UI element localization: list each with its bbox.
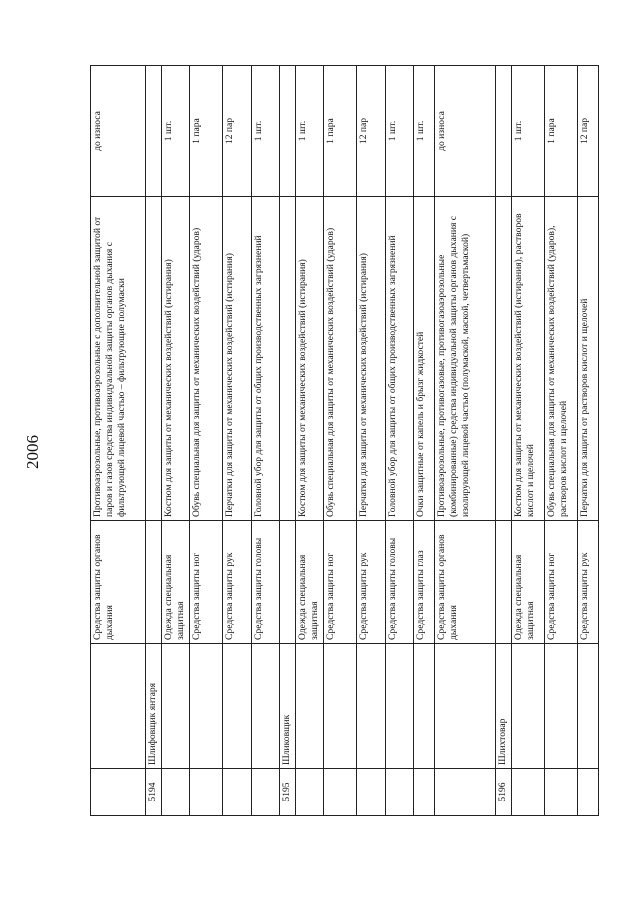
table-row <box>296 66 324 816</box>
ppe-cell: Перчатки для защиты от механических воздействий (истирания) <box>357 197 386 521</box>
table-row <box>545 66 578 816</box>
table-row <box>512 66 545 816</box>
norm-cell: 1 шт. <box>162 66 190 197</box>
rotated-table-wrapper <box>90 66 590 816</box>
ppe-cell: Головной убор для защиты от общих производственных загрязнений <box>386 197 414 521</box>
category-cell: Одежда специальная защитная <box>162 521 190 644</box>
category-cell: Одежда специальная защитная <box>296 521 324 644</box>
profession-code: 5196 <box>496 769 512 816</box>
ppe-cell: Обувь специальная для защиты от механических воздействий (ударов) <box>190 197 223 521</box>
category-cell: Средства защиты органов дыхания <box>91 521 146 644</box>
category-cell: Средства защиты головы <box>252 521 280 644</box>
profession-code: 5195 <box>280 769 296 816</box>
norm-cell: 1 пара <box>545 66 578 197</box>
ppe-cell: Костюм для защиты от механических воздействий (истирания) <box>162 197 190 521</box>
ppe-cell: Обувь специальная для защиты от механических воздействий (ударов), растворов кислот и щелочей <box>545 197 578 521</box>
table-row <box>324 66 357 816</box>
category-cell: Средства защиты глаз <box>414 521 435 644</box>
ppe-norms-table <box>90 65 599 816</box>
norm-cell: 1 пара <box>324 66 357 197</box>
category-cell: Средства защиты ног <box>324 521 357 644</box>
ppe-cell: Костюм для защиты от механических воздействий (истирания) <box>296 197 324 521</box>
norm-cell: 1 шт. <box>414 66 435 197</box>
table-row <box>357 66 386 816</box>
norm-cell: 1 шт. <box>386 66 414 197</box>
ppe-cell: Перчатки для защиты от растворов кислот и щелочей <box>578 197 599 521</box>
norm-cell: 1 пара <box>190 66 223 197</box>
category-cell: Средства защиты рук <box>223 521 252 644</box>
page-number: 2006 <box>23 435 42 469</box>
ppe-cell: Противоаэрозольные, противоаэрозольные с дополнительной защитой от паров и газов средства индивидуальной защиты органов дыхания с фильтрующей лицевой частью – фильтрующие полумаски <box>91 197 146 521</box>
table-row <box>414 66 435 816</box>
category-cell: Средства защиты головы <box>386 521 414 644</box>
table-row <box>91 66 146 816</box>
ppe-cell: Костюм для защиты от механических воздействий (истирания), растворов кислот и щелочей <box>512 197 545 521</box>
norm-cell: 12 пар <box>223 66 252 197</box>
table-row <box>223 66 252 816</box>
norm-cell: 12 пар <box>357 66 386 197</box>
ppe-cell: Обувь специальная для защиты от механических воздействий (ударов) <box>324 197 357 521</box>
norm-cell: до износа <box>91 66 146 197</box>
profession-title: Шлифовщик янтаря <box>146 644 162 769</box>
table-row <box>190 66 223 816</box>
table-row <box>162 66 190 816</box>
category-cell: Средства защиты рук <box>357 521 386 644</box>
norm-cell: до износа <box>435 66 496 197</box>
norm-cell: 1 шт. <box>296 66 324 197</box>
profession-title: Шлихтовар <box>496 644 512 769</box>
table-row <box>386 66 414 816</box>
table-row <box>578 66 599 816</box>
category-cell: Одежда специальная защитная <box>512 521 545 644</box>
profession-row <box>496 66 512 816</box>
ppe-cell: Головной убор для защиты от общих производственных загрязнений <box>252 197 280 521</box>
category-cell: Средства защиты органов дыхания <box>435 521 496 644</box>
ppe-cell: Перчатки для защиты от механических воздействий (истирания) <box>223 197 252 521</box>
norm-cell: 1 шт. <box>252 66 280 197</box>
norm-cell: 12 пар <box>578 66 599 197</box>
ppe-cell: Очки защитные от капель и брызг жидкостей <box>414 197 435 521</box>
profession-row <box>146 66 162 816</box>
category-cell: Средства защиты рук <box>578 521 599 644</box>
ppe-cell: Противоаэрозольные, противогазовые, противогазоаэрозольные (комбинированные) средства индивидуальной защиты органов дыхания с изолирующей лицевой частью (полумаской, маской, четвертьмаской) <box>435 197 496 521</box>
table-row <box>435 66 496 816</box>
profession-row <box>280 66 296 816</box>
table-row <box>252 66 280 816</box>
profession-code: 5194 <box>146 769 162 816</box>
category-cell: Средства защиты ног <box>190 521 223 644</box>
profession-title: Шликовщик <box>280 644 296 769</box>
norm-cell: 1 шт. <box>512 66 545 197</box>
category-cell: Средства защиты ног <box>545 521 578 644</box>
